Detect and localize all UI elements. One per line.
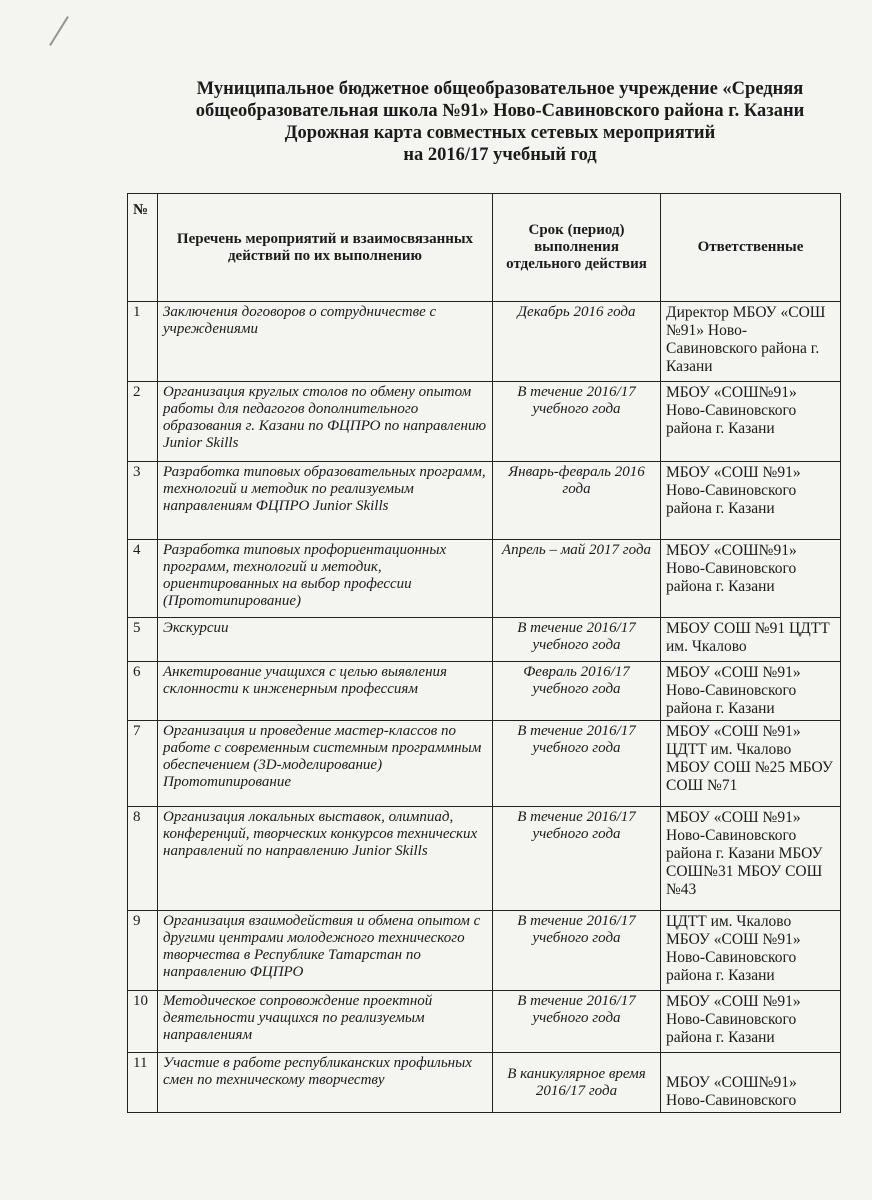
table-row bbox=[128, 618, 841, 662]
row-resp: МБОУ «СОШ№91» Ново-Савиновского района г. Казани bbox=[661, 382, 841, 462]
row-num: 4 bbox=[128, 540, 158, 618]
row-event: Организация и проведение мастер-классов по работе с современным системным программным обеспечением (3D-моделирование) Прототипирование bbox=[158, 721, 493, 807]
table-row bbox=[128, 911, 841, 991]
table-row bbox=[128, 721, 841, 807]
row-term: В течение 2016/17 учебного года bbox=[493, 721, 661, 807]
row-event: Организация взаимодействия и обмена опытом с другими центрами молодежного технического творчества в Республике Татарстан по направлению ФЦПРО bbox=[158, 911, 493, 991]
table-row bbox=[128, 807, 841, 911]
row-event: Анкетирование учащихся с целью выявления склонности к инженерным профессиям bbox=[158, 662, 493, 721]
row-event: Участие в работе республиканских профильных смен по техническому творчеству bbox=[158, 1053, 493, 1113]
table-header-row bbox=[128, 194, 841, 302]
row-event: Разработка типовых профориентационных программ, технологий и методик, ориентированных на выбор профессии (Прототипирование) bbox=[158, 540, 493, 618]
scan-mark bbox=[49, 16, 69, 46]
row-term: В течение 2016/17 учебного года bbox=[493, 382, 661, 462]
row-resp: МБОУ «СОШ №91» Ново-Савиновского района г. Казани bbox=[661, 462, 841, 540]
row-num: 2 bbox=[128, 382, 158, 462]
table-row bbox=[128, 540, 841, 618]
row-term: В течение 2016/17 учебного года bbox=[493, 807, 661, 911]
row-resp: МБОУ «СОШ №91» ЦДТТ им. Чкалово МБОУ СОШ №25 МБОУ СОШ №71 bbox=[661, 721, 841, 807]
row-resp: ЦДТТ им. Чкалово МБОУ «СОШ №91» Ново-Савиновского района г. Казани bbox=[661, 911, 841, 991]
row-num: 11 bbox=[128, 1053, 158, 1113]
header-line-1: Муниципальное бюджетное общеобразовательное учреждение «Средняя bbox=[196, 79, 804, 99]
row-resp: МБОУ «СОШ№91» Ново-Савиновского bbox=[661, 1053, 841, 1113]
row-term: Январь-февраль 2016 года bbox=[493, 462, 661, 540]
row-term: В течение 2016/17 учебного года bbox=[493, 618, 661, 662]
row-num: 3 bbox=[128, 462, 158, 540]
header-line-2: общеобразовательная школа №91» Ново-Савиновского района г. Казани bbox=[195, 101, 805, 121]
header-resp: Ответственные bbox=[661, 194, 841, 302]
row-event: Заключения договоров о сотрудничестве с учреждениями bbox=[158, 302, 493, 382]
row-event: Организация локальных выставок, олимпиад, конференций, творческих конкурсов технических направлений по направлению Junior Skills bbox=[158, 807, 493, 911]
header-line-3: Дорожная карта совместных сетевых мероприятий bbox=[284, 123, 716, 143]
row-num: 10 bbox=[128, 991, 158, 1053]
table-row bbox=[128, 1053, 841, 1113]
header-term: Срок (период) выполнения отдельного действия bbox=[493, 194, 661, 302]
row-term: Февраль 2016/17 учебного года bbox=[493, 662, 661, 721]
row-term: В течение 2016/17 учебного года bbox=[493, 991, 661, 1053]
row-resp: МБОУ «СОШ №91» Ново-Савиновского района г. Казани bbox=[661, 991, 841, 1053]
header-num: № bbox=[128, 194, 158, 302]
table-row bbox=[128, 462, 841, 540]
table-row bbox=[128, 991, 841, 1053]
row-num: 9 bbox=[128, 911, 158, 991]
row-event: Экскурсии bbox=[158, 618, 493, 662]
document-header bbox=[150, 78, 850, 166]
row-event: Разработка типовых образовательных программ, технологий и методик по реализуемым направлениям ФЦПРО Junior Skills bbox=[158, 462, 493, 540]
row-term: Апрель – май 2017 года bbox=[493, 540, 661, 618]
roadmap-table bbox=[127, 193, 841, 1113]
row-num: 8 bbox=[128, 807, 158, 911]
row-num: 7 bbox=[128, 721, 158, 807]
row-resp: МБОУ «СОШ №91» Ново-Савиновского района г. Казани bbox=[661, 662, 841, 721]
row-resp: Директор МБОУ «СОШ №91» Ново-Савиновского района г. Казани bbox=[661, 302, 841, 382]
row-event: Организация круглых столов по обмену опытом работы для педагогов дополнительного образования г. Казани по ФЦПРО по направлению Junior Skills bbox=[158, 382, 493, 462]
table-row bbox=[128, 382, 841, 462]
row-num: 6 bbox=[128, 662, 158, 721]
row-resp: МБОУ «СОШ№91» Ново-Савиновского района г. Казани bbox=[661, 540, 841, 618]
table-row bbox=[128, 662, 841, 721]
header-event: Перечень мероприятий и взаимосвязанных действий по их выполнению bbox=[158, 194, 493, 302]
row-term: В течение 2016/17 учебного года bbox=[493, 911, 661, 991]
row-event: Методическое сопровождение проектной деятельности учащихся по реализуемым направлениям bbox=[158, 991, 493, 1053]
row-resp: МБОУ СОШ №91 ЦДТТ им. Чкалово bbox=[661, 618, 841, 662]
row-term: В каникулярное время 2016/17 года bbox=[493, 1053, 661, 1113]
row-num: 1 bbox=[128, 302, 158, 382]
header-line-4: на 2016/17 учебный год bbox=[403, 145, 597, 165]
table-row bbox=[128, 302, 841, 382]
row-resp: МБОУ «СОШ №91» Ново-Савиновского района г. Казани МБОУ СОШ№31 МБОУ СОШ №43 bbox=[661, 807, 841, 911]
row-term: Декабрь 2016 года bbox=[493, 302, 661, 382]
row-num: 5 bbox=[128, 618, 158, 662]
